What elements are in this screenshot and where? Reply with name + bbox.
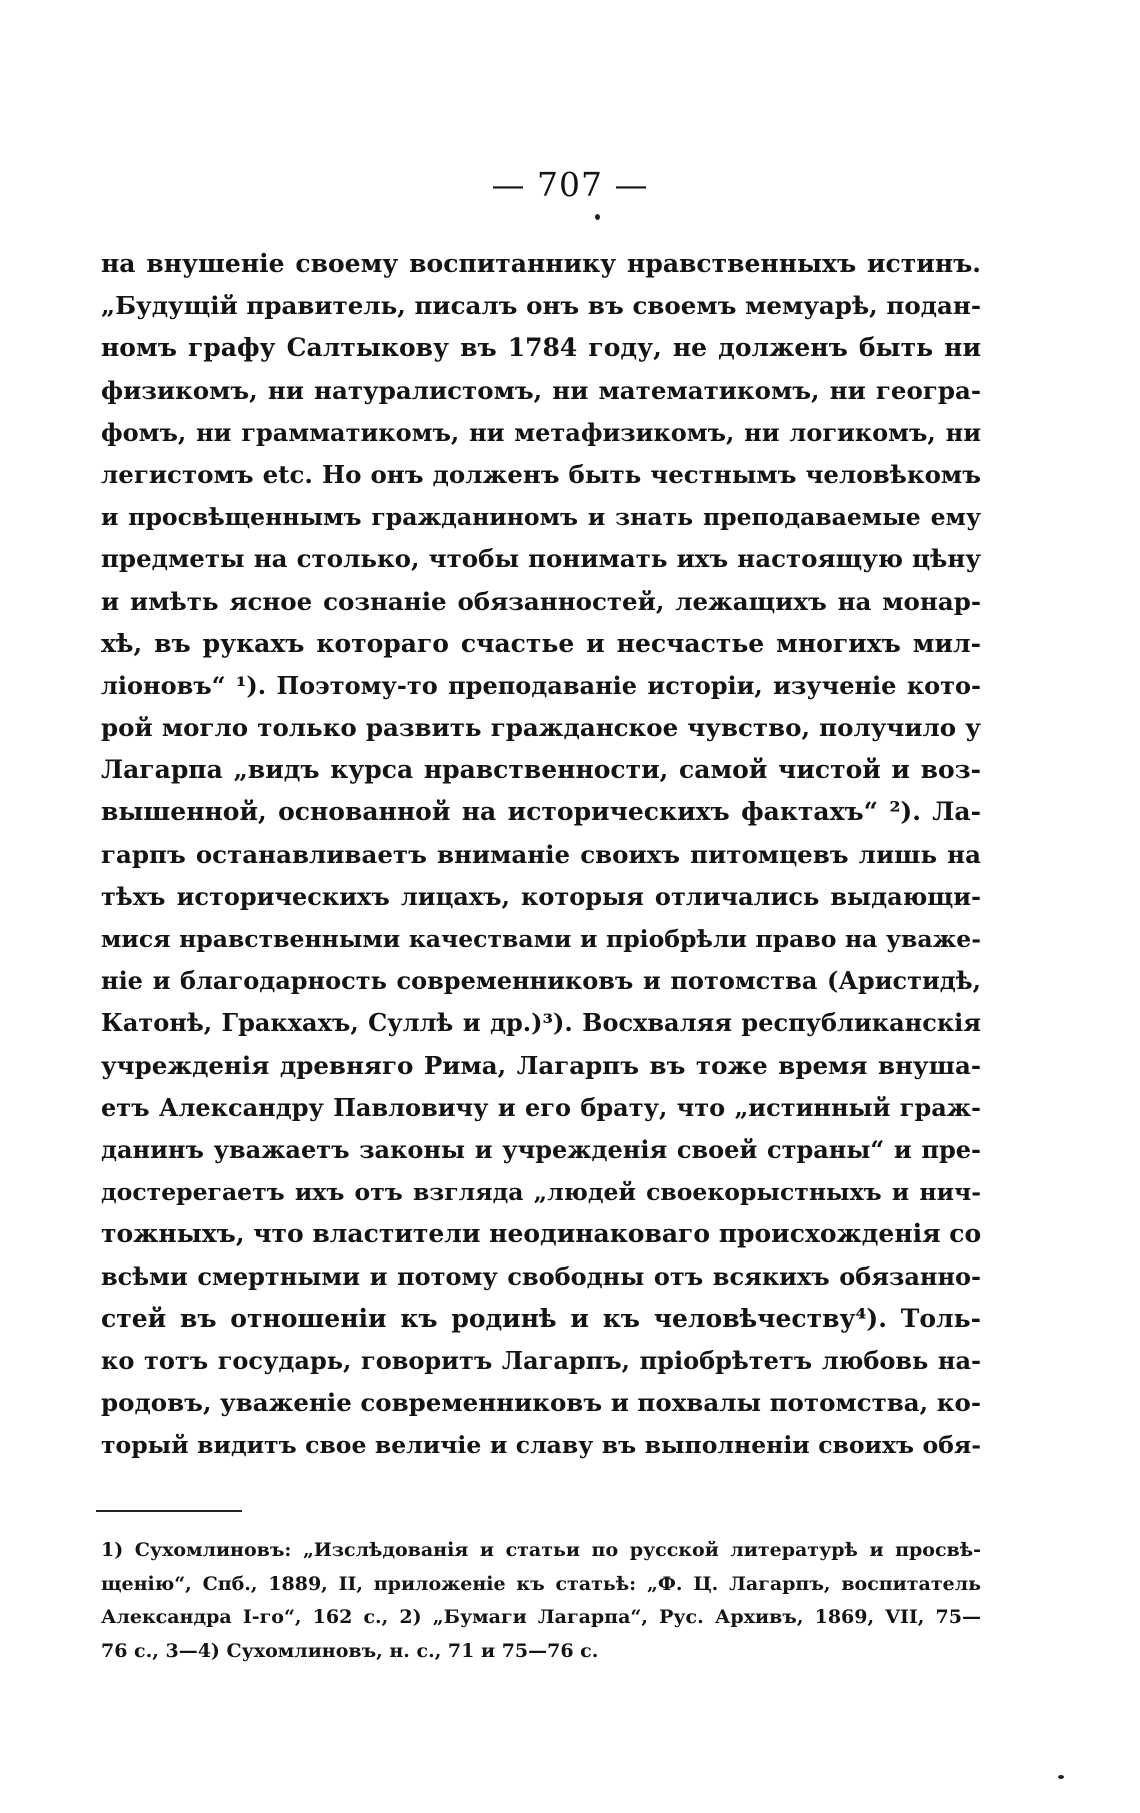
text-line: фомъ, ни грамматикомъ, ни метафизикомъ, ни логикомъ, ни [101, 417, 981, 447]
text-line: Лагарпа „видъ курса нравственности, самой чистой и воз- [101, 755, 981, 785]
footnote-line: щенію“, Спб., 1889, II, приложеніе къ статьѣ: „Ф. Ц. Лагарпъ, воспитатель [101, 1572, 981, 1595]
print-speck [1058, 1775, 1064, 1779]
text-line: достерегаетъ ихъ отъ взгляда „людей своекорыстныхъ и нич- [101, 1178, 981, 1207]
text-line: стей въ отношеніи къ родинѣ и къ человѣчеству⁴). Толь- [101, 1303, 981, 1333]
text-line: на внушеніе своему воспитаннику нравственныхъ истинъ. [101, 249, 981, 278]
text-line: торый видитъ свое величіе и славу въ выполненіи своихъ обя- [101, 1431, 981, 1460]
text-line: „Будущій правитель, писалъ онъ въ своемъ мемуарѣ, подан- [101, 291, 981, 321]
text-line: рой могло только развить гражданское чувство, получило у [101, 713, 981, 743]
print-speck [595, 214, 600, 220]
text-line: тожныхъ, что властители неодинаковаго происхожденія со [101, 1219, 981, 1249]
text-line: и имѣть ясное сознаніе обязанностей, лежащихъ на монар- [101, 586, 981, 616]
text-line: и просвѣщеннымъ гражданиномъ и знать преподаваемые ему [101, 503, 981, 532]
text-line: гарпъ останавливаетъ вниманіе своихъ питомцевъ лишь на [101, 839, 981, 869]
text-line: ко тотъ государь, говоритъ Лагарпъ, пріобрѣтетъ любовь на- [101, 1345, 981, 1375]
text-line: данинъ уважаетъ законы и учрежденія своей страны“ и пре- [101, 1134, 981, 1164]
text-line: номъ графу Салтыкову въ 1784 году, не долженъ быть ни [101, 333, 981, 363]
text-line: хѣ, въ рукахъ котораго счастье и несчастье многихъ мил- [101, 628, 981, 658]
text-line: физикомъ, ни натуралистомъ, ни математикомъ, ни геогра- [101, 375, 981, 405]
text-line: Катонѣ, Гракхахъ, Суллѣ и др.)³). Восхваляя республиканскія [101, 1008, 981, 1038]
text-line: всѣми смертными и потому свободны отъ всякихъ обязанно- [101, 1261, 981, 1291]
main-text [101, 243, 981, 1466]
text-line: учрежденія древняго Рима, Лагарпъ въ тоже время внуша- [101, 1050, 981, 1080]
text-line: вышенной, основанной на историческихъ фактахъ“ ²). Ла- [101, 797, 981, 827]
text-line: мися нравственными качествами и пріобрѣли право на уваже- [101, 925, 981, 953]
footnotes [101, 1534, 981, 1668]
text-line: предметы на столько, чтобы понимать ихъ настоящую цѣну [101, 544, 981, 574]
page-number: — 707 — [491, 165, 649, 204]
text-line: тѣхъ историческихъ лицахъ, которыя отличались выдающи- [101, 881, 981, 911]
text-line: ніе и благодарность современниковъ и потомства (Аристидѣ, [101, 966, 981, 996]
footnote-line: 1) Сухомлиновъ: „Изслѣдованія и статьи по русской литературѣ и просвѣ- [101, 1539, 981, 1561]
footnote-separator [96, 1510, 242, 1512]
text-line: легистомъ etc. Но онъ долженъ быть честнымъ человѣкомъ [101, 459, 981, 489]
footnote-line: 76 с., 3—4) Сухомлиновъ, н. с., 71 и 75—76 с. [101, 1639, 599, 1662]
text-line: етъ Александру Павловичу и его брату, что „истинный граж- [101, 1092, 981, 1122]
footnote-line: Александра I-го“, 162 с., 2) „Бумаги Лагарпа“, Рус. Архивъ, 1869, VII, 75— [101, 1606, 981, 1628]
text-line: родовъ, уваженіе современниковъ и похвалы потомства, ко- [101, 1388, 981, 1418]
text-line: ліоновъ“ ¹). Поэтому-то преподаваніе исторіи, изученіе кото- [101, 670, 981, 700]
